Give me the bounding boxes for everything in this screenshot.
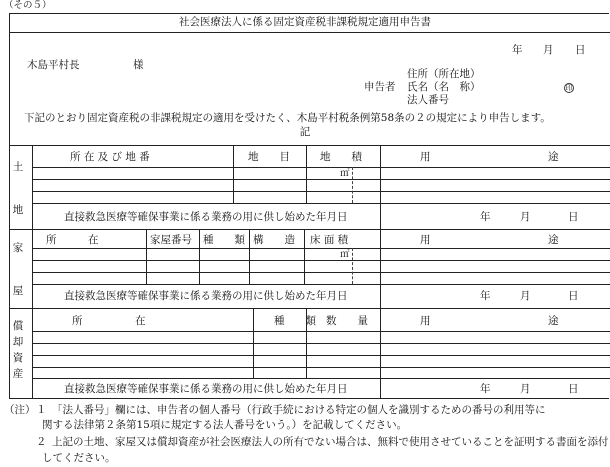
date-day-label: 日 — [575, 44, 586, 56]
land-side-divider — [32, 145, 33, 229]
land-usage-year: 年 — [480, 211, 491, 223]
depreciable-side-divider — [32, 308, 33, 398]
date-month-label: 月 — [543, 44, 554, 56]
note-2-line-1: 上記の土地、家屋又は償却資産が社会医療法人の所有でない場合は、無料で使用させていることを証明する書面を添付 — [52, 436, 609, 448]
depreciable-usage-day: 日 — [568, 383, 579, 395]
depreciable-row-line-3 — [32, 367, 610, 368]
house-header-structure: 構 造 — [253, 234, 295, 246]
depreciable-usage-year: 年 — [480, 383, 491, 395]
land-header-location: 所 在 及 び 地 番 — [70, 151, 150, 163]
date-year-label: 年 — [512, 44, 523, 56]
house-header-floor: 床 面 積 — [310, 234, 349, 246]
land-side-char-2: 地 — [12, 204, 24, 216]
depreciable-col-line-1 — [253, 308, 254, 378]
house-row-line-3 — [32, 284, 610, 285]
depreciable-header-line — [32, 331, 610, 332]
land-row-line-1 — [32, 179, 610, 180]
depreciable-side-char-4: 産 — [12, 368, 24, 380]
form-title: 社会医療法人に係る固定資産税非課税規定適用申告書 — [179, 16, 431, 28]
note-2-number: ２ — [36, 436, 47, 448]
depreciable-side-char-2: 却 — [12, 336, 24, 348]
house-usage-day: 日 — [568, 290, 579, 302]
depreciable-usage-label: 直接救急医療等確保事業に係る業務の用に供し始めた年月日 — [64, 383, 348, 395]
land-area-unit: ㎡ — [340, 168, 350, 179]
house-top-line — [9, 229, 610, 230]
depreciable-header-quantity: 数 量 — [326, 315, 368, 327]
depreciable-header-location: 所 在 — [72, 315, 146, 327]
title-divider — [9, 32, 610, 33]
land-side-char-1: 土 — [12, 161, 24, 173]
house-col-line-5 — [380, 229, 381, 308]
note-2-line-2: してください。 — [42, 452, 116, 464]
depreciable-col-line-3 — [380, 308, 381, 398]
land-row-line-2 — [32, 191, 610, 192]
depreciable-header-use: 用 — [420, 315, 431, 327]
house-col-line-4 — [304, 229, 305, 284]
house-header-line — [32, 248, 610, 249]
house-header-use-2: 途 — [548, 234, 559, 246]
land-col-line-2 — [306, 145, 307, 203]
land-header-use: 用 — [420, 151, 431, 163]
house-header-kind: 種 類 — [203, 234, 245, 246]
name-label: 氏名（名 称） — [407, 81, 481, 93]
land-area-dash — [352, 167, 353, 203]
land-col-line-3 — [380, 145, 381, 229]
depreciable-header-use-2: 途 — [548, 315, 559, 327]
land-header-line — [32, 167, 610, 168]
house-area-dash — [352, 248, 353, 284]
house-usage-year: 年 — [480, 290, 491, 302]
notes-label: （注） — [4, 404, 36, 416]
house-side-char-2: 屋 — [12, 285, 24, 297]
land-col-line-1 — [233, 145, 234, 203]
note-1-line-2: 関する法律第２条第15項に規定する法人番号をいう。）を記載してください。 — [42, 419, 408, 431]
house-header-number: 家屋番号 — [150, 234, 192, 246]
intro-text: 下記のとおり固定資産税の非課税規定の適用を受けたく、木島平村税条例第58条の２の規定により申告します。 — [24, 112, 551, 124]
house-side-divider — [32, 229, 33, 308]
note-1-line-1: 「法人番号」欄には、申告者の個人番号（行政手続における特定の個人を識別するための番号の利用等に — [52, 404, 546, 416]
house-row-line-1 — [32, 260, 610, 261]
addressee-honorific: 様 — [133, 59, 144, 71]
land-top-line — [9, 145, 610, 146]
depreciable-side-char-1: 償 — [12, 320, 24, 332]
house-col-line-2 — [199, 229, 200, 284]
depreciable-side-char-3: 資 — [12, 352, 24, 364]
land-header-use-2: 途 — [548, 151, 559, 163]
house-col-line-1 — [146, 229, 147, 284]
corporate-number-label: 法人番号 — [407, 94, 449, 106]
depreciable-top-line — [9, 308, 610, 309]
land-usage-day: 日 — [568, 211, 579, 223]
note-1-number: １ — [36, 404, 47, 416]
depreciable-usage-month: 月 — [520, 383, 531, 395]
depreciable-header-kind: 種 類 — [274, 315, 316, 327]
depreciable-row-line-1 — [32, 343, 610, 344]
header-note: （その５） — [4, 0, 52, 11]
ki-mark: 記 — [299, 126, 311, 138]
land-header-category: 地 目 — [248, 151, 290, 163]
depreciable-row-line-2 — [32, 355, 610, 356]
addressee-name: 木島平村長 — [27, 59, 80, 71]
seal-icon: 印 — [565, 84, 573, 92]
land-usage-label: 直接救急医療等確保事業に係る業務の用に供し始めた年月日 — [64, 211, 348, 223]
land-row-line-3 — [32, 203, 610, 204]
house-row-line-2 — [32, 272, 610, 273]
applicant-label: 申告者 — [364, 81, 396, 93]
house-header-use: 用 — [420, 234, 431, 246]
depreciable-row-line-4 — [32, 378, 610, 379]
depreciable-col-line-2 — [306, 308, 307, 378]
house-header-location: 所 在 — [46, 234, 99, 246]
house-usage-month: 月 — [520, 290, 531, 302]
house-side-char-1: 家 — [12, 242, 24, 254]
house-col-line-3 — [249, 229, 250, 284]
land-usage-month: 月 — [520, 211, 531, 223]
house-usage-label: 直接救急医療等確保事業に係る業務の用に供し始めた年月日 — [64, 290, 348, 302]
address-label: 住所（所在地） — [407, 68, 481, 80]
house-area-unit: ㎡ — [340, 249, 350, 260]
form-frame — [9, 13, 609, 399]
land-header-area: 地 積 — [320, 151, 362, 163]
